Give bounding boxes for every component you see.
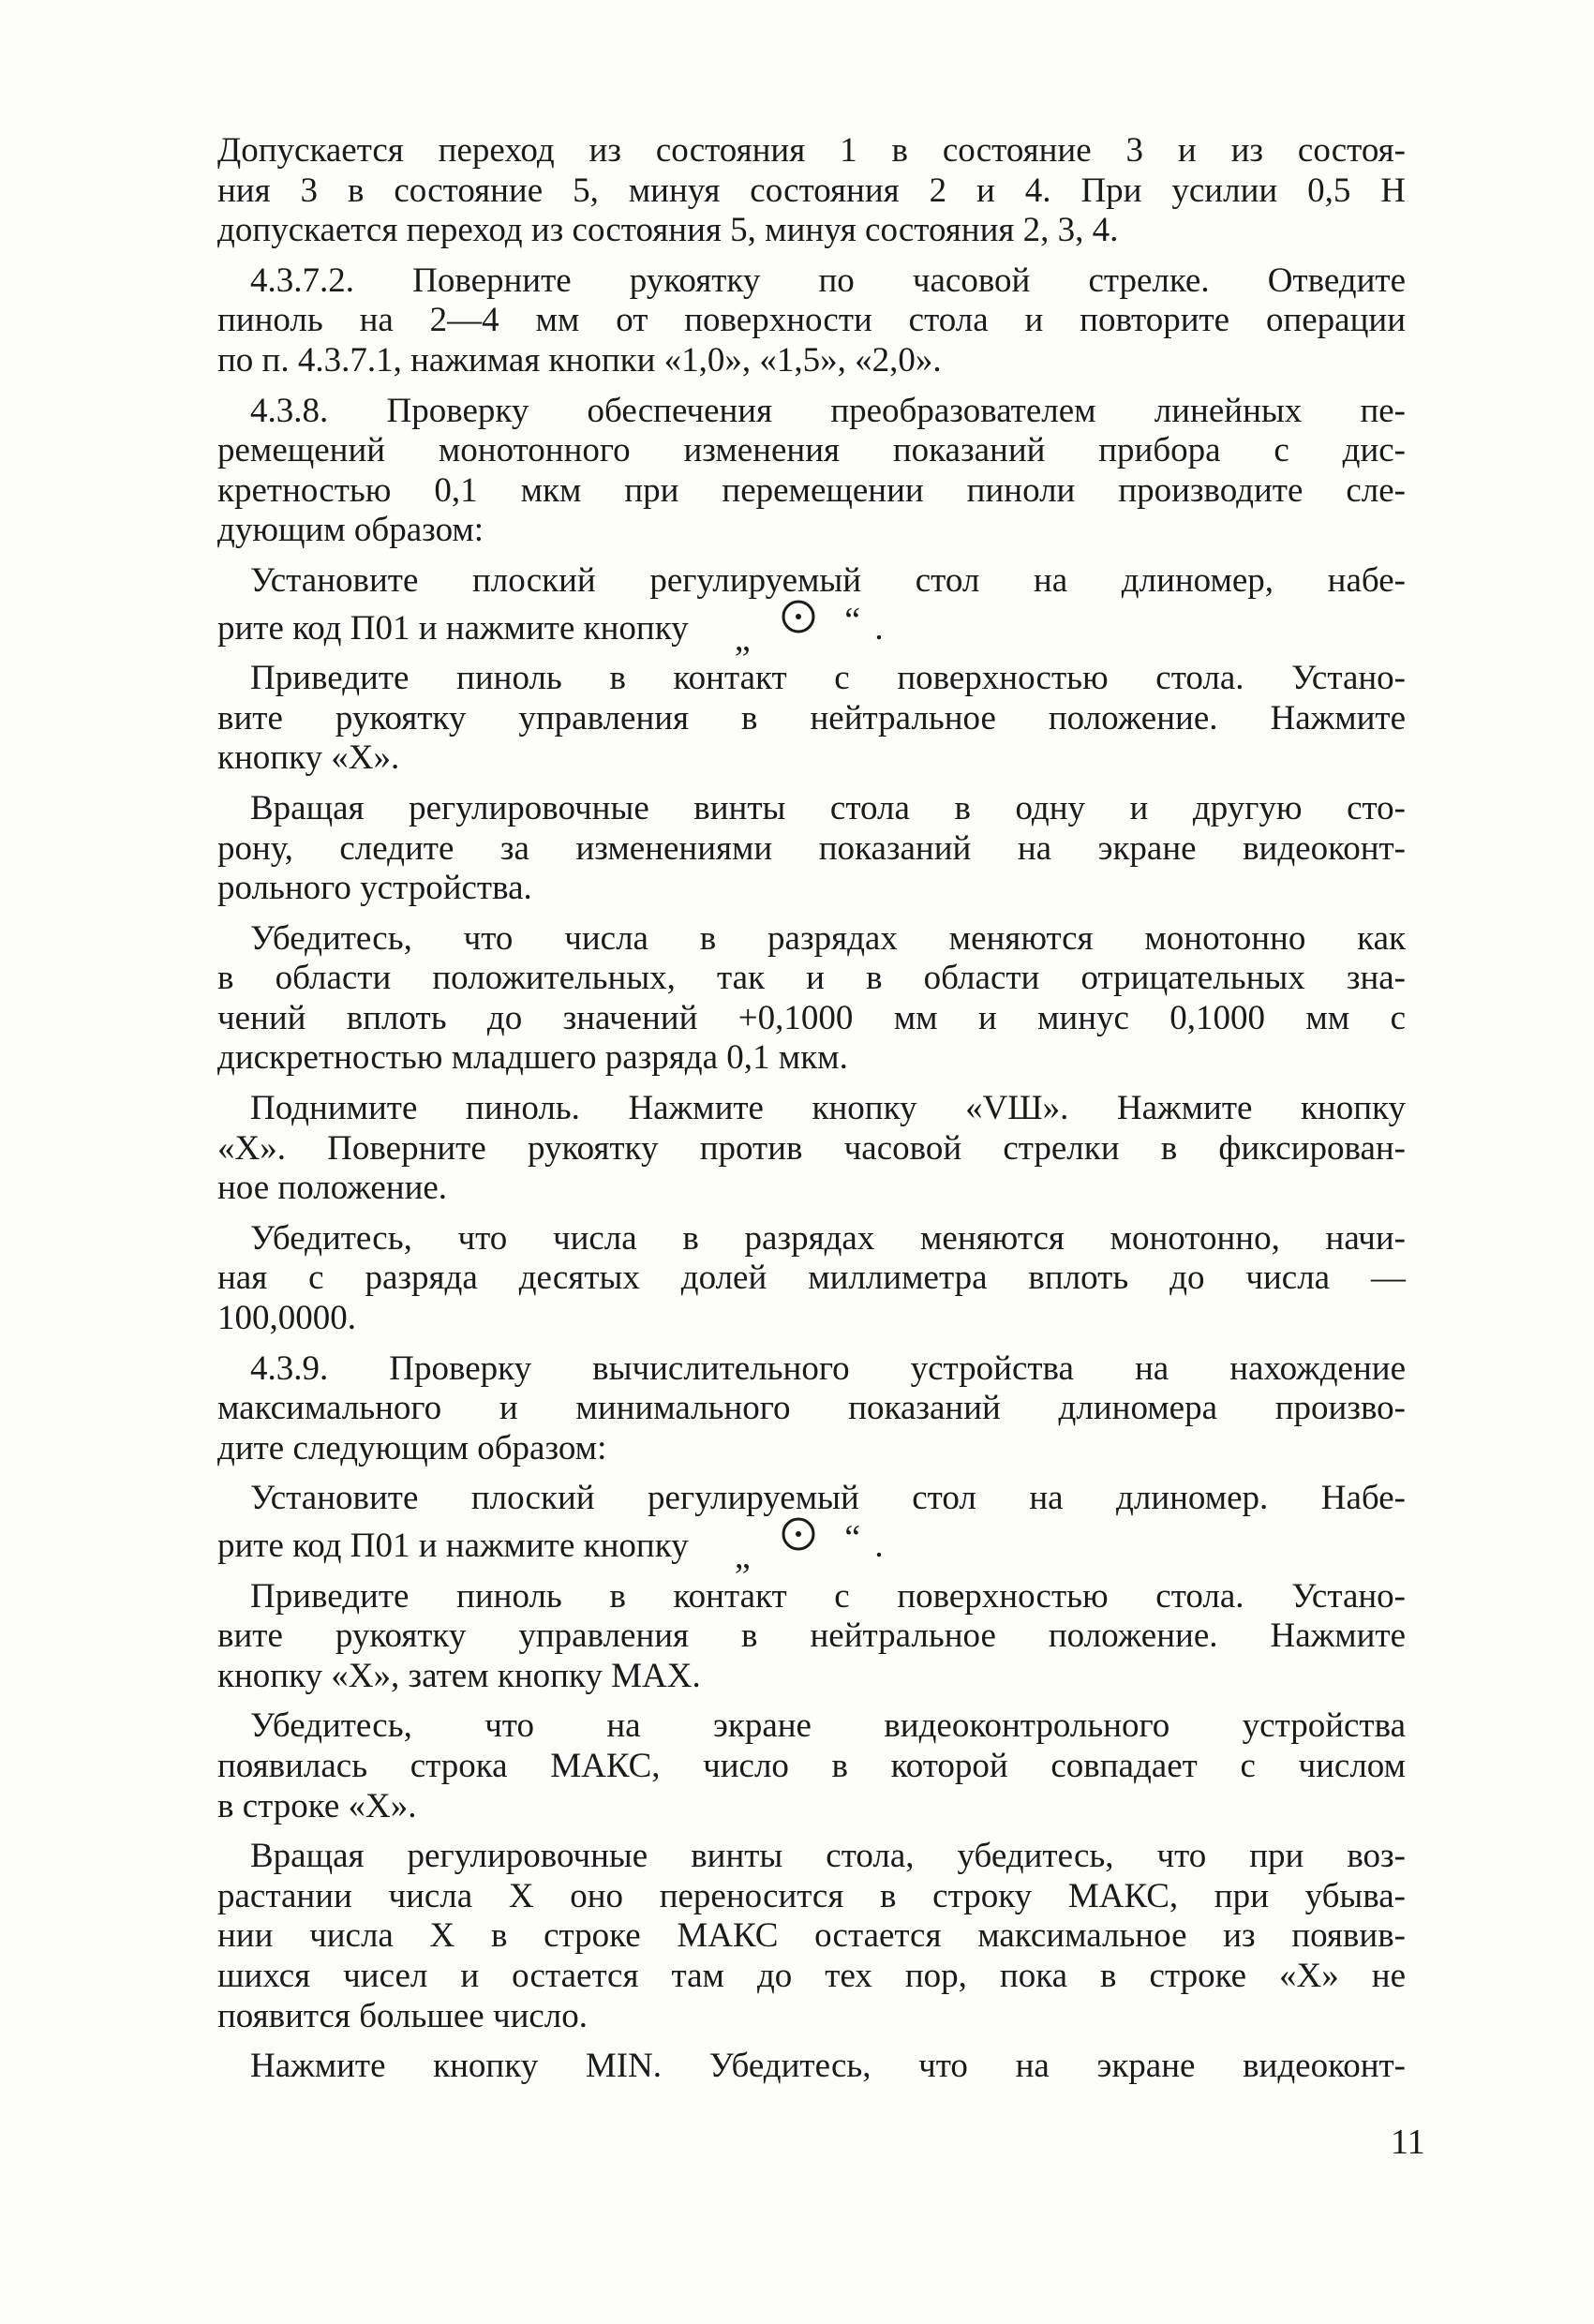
text-line: Убедитесь, что числа в разрядах меняются монотонно как — [250, 918, 1406, 958]
page-number: 11 — [1391, 2123, 1425, 2162]
text-line: кнопку «Х». — [217, 738, 400, 778]
paragraph-min — [217, 2047, 1406, 2087]
code-instruction-line — [217, 600, 1406, 659]
text-line: кнопку «Х», затем кнопку МАХ. — [217, 1656, 701, 1695]
circle-dot-icon — [780, 1515, 817, 1553]
circle-dot-icon — [780, 598, 817, 635]
text-line: «Х». Поверните рукоятку против часовой стрелки в фиксирован- — [217, 1128, 1406, 1168]
period: . — [874, 608, 884, 648]
text-line: Убедитесь, что на экране видеоконтрольного устройства — [250, 1706, 1406, 1746]
paragraph-rotate-screws — [217, 789, 1406, 909]
paragraph-monotonic-2 — [217, 1219, 1406, 1339]
paragraph-4-3-7-2 — [217, 261, 1406, 381]
text-line: появилась строка МАКС, число в которой совпадает с числом — [217, 1746, 1406, 1785]
text-line: рольного устройства. — [217, 869, 532, 908]
text-line: ния 3 в состояние 5, минуя состояния 2 и 4. При усилии 0,5 Н — [217, 171, 1406, 210]
paragraph-4-3-8 — [217, 392, 1406, 551]
paragraph-contact-2 — [217, 1577, 1406, 1697]
text-line: 4.3.9. Проверку вычислительного устройства на нахождение — [250, 1348, 1406, 1388]
paragraph-monotonic-1 — [217, 919, 1406, 1079]
text-line: вите рукоятку управления в нейтральное положение. Нажмите — [217, 1616, 1406, 1656]
text-line: появится большее число. — [217, 1996, 588, 2035]
text-line: рону, следите за изменениями показаний на экране видеоконт- — [217, 828, 1406, 868]
text-line: Вращая регулировочные винты стола в одну и другую сто- — [250, 788, 1406, 827]
close-quote: “ — [844, 1518, 861, 1557]
paragraph-install-table-1 — [217, 560, 1406, 659]
text-line: растании числа Х оно переносится в строку МАКС, при убыва- — [217, 1876, 1406, 1915]
body-text — [217, 131, 1406, 2097]
text-line: дующим образом: — [217, 511, 484, 550]
period: . — [874, 1527, 884, 1565]
text-line: нии числа Х в строке МАКС остается максимальное из появив- — [217, 1916, 1406, 1956]
text-line: Приведите пиноль в контакт с поверхностью стола. Устано- — [250, 1576, 1406, 1616]
text-line: Установите плоский регулируемый стол на длиномер. Набе- — [250, 1479, 1406, 1518]
open-quote: „ — [734, 1537, 751, 1576]
close-quote: “ — [844, 600, 861, 640]
text-line: пиноль на 2—4 мм от поверхности стола и повторите операции — [217, 301, 1406, 340]
text-line: 4.3.8. Проверку обеспечения преобразователем линейных пе- — [250, 391, 1406, 430]
text-line: в области положительных, так и в области отрицательных зна- — [217, 959, 1406, 998]
text-line: по п. 4.3.7.1, нажимая кнопки «1,0», «1,5», «2,0». — [217, 340, 942, 380]
text-line: дискретностью младшего разряда 0,1 мкм. — [217, 1038, 848, 1078]
text-line: Вращая регулировочные винты стола, убедитесь, что при воз- — [250, 1837, 1406, 1876]
text-line: Убедитесь, что числа в разрядах меняются монотонно, начи- — [250, 1218, 1406, 1258]
text-line: рите код П01 и нажмите кнопку — [217, 1527, 689, 1565]
text-line: в строке «Х». — [217, 1786, 417, 1825]
text-line: допускается переход из состояния 5, минуя состояния 2, 3, 4. — [217, 211, 1119, 250]
text-line: 100,0000. — [217, 1299, 356, 1338]
text-line: шихся чисел и остается там до тех пор, пока в строке «Х» не — [217, 1956, 1406, 1995]
paragraph-raise-pinol — [217, 1089, 1406, 1209]
text-line: максимального и минимального показаний длиномера произво- — [217, 1389, 1406, 1428]
text-line: дите следующим образом: — [217, 1428, 607, 1467]
paragraph-contact-1 — [217, 659, 1406, 779]
text-line: 4.3.7.2. Поверните рукоятку по часовой стрелке. Отведите — [250, 261, 1406, 300]
text-line: Поднимите пиноль. Нажмите кнопку «VШ». Нажмите кнопку — [250, 1089, 1406, 1128]
paragraph-rotate-max — [217, 1837, 1406, 2036]
text-line: Допускается переход из состояния 1 в состояние 3 и из состоя- — [217, 131, 1406, 170]
text-line: Приведите пиноль в контакт с поверхностью стола. Устано- — [250, 659, 1406, 698]
text-line: ная с разряда десятых долей миллиметра вплоть до числа — — [217, 1259, 1406, 1298]
text-line: Нажмите кнопку MIN. Убедитесь, что на экране видеоконт- — [250, 2047, 1406, 2086]
paragraph-transition-states — [217, 131, 1406, 251]
text-line: кретностью 0,1 мкм при перемещении пиноли производите сле- — [217, 470, 1406, 510]
text-line: ное положение. — [217, 1169, 448, 1208]
paragraph-max-row — [217, 1706, 1406, 1826]
text-line: рите код П01 и нажмите кнопку — [217, 608, 689, 648]
paragraph-install-table-2 — [217, 1479, 1406, 1576]
paragraph-4-3-9 — [217, 1349, 1406, 1469]
code-instruction-line — [217, 1518, 1406, 1576]
text-line: чений вплоть до значений +0,1000 мм и минус 0,1000 мм с — [217, 998, 1406, 1037]
open-quote: „ — [734, 618, 751, 659]
text-line: ремещений монотонного изменения показаний прибора с дис- — [217, 431, 1406, 470]
text-line: вите рукоятку управления в нейтральное положение. Нажмите — [217, 698, 1406, 737]
text-line: Установите плоский регулируемый стол на длиномер, набе- — [250, 560, 1406, 600]
